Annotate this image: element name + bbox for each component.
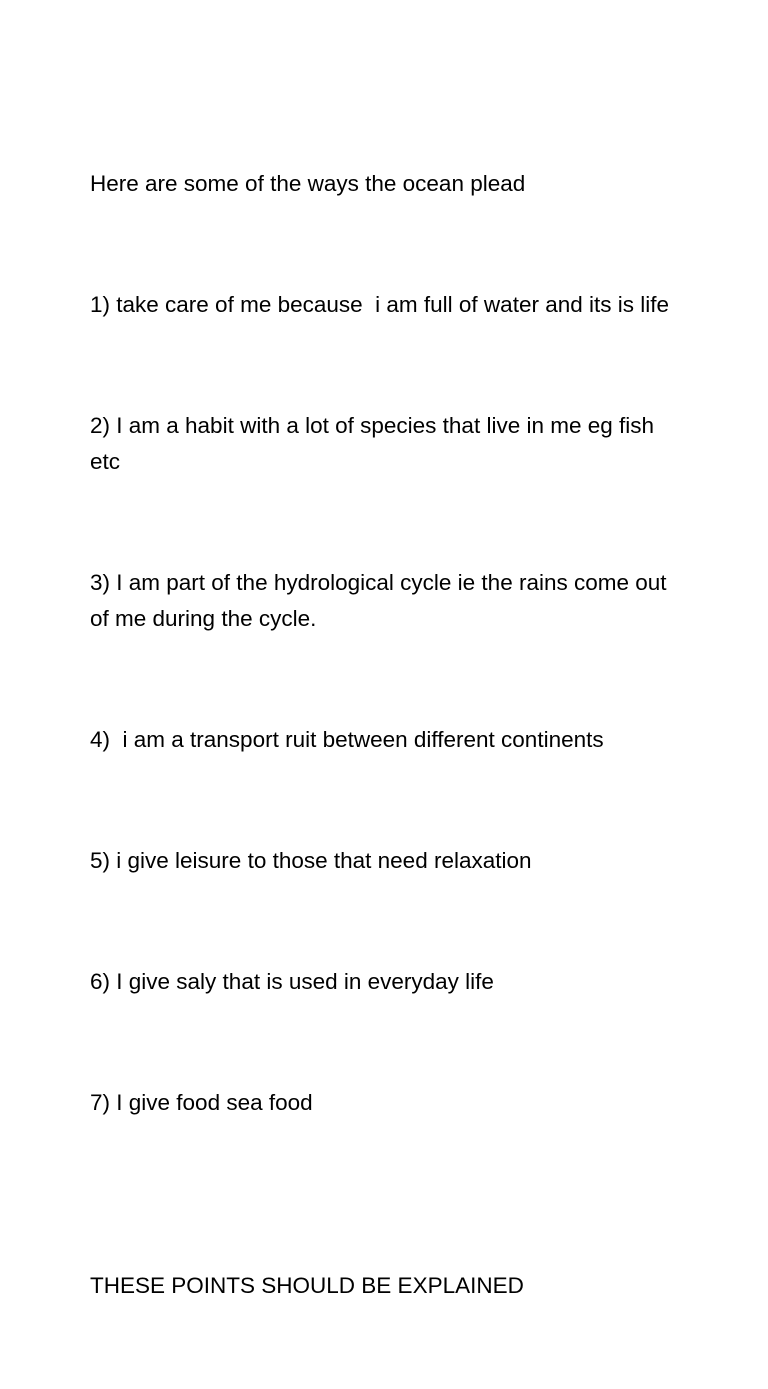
point-1: 1) take care of me because i am full of water and its is life [90, 292, 670, 317]
point-4: 4) i am a transport ruit between different continents [90, 727, 604, 752]
point-6: 6) I give saly that is used in everyday life [90, 969, 494, 994]
document-body [90, 94, 680, 1389]
point-2: 2) I am a habit with a lot of species that live in me eg fish etc [90, 413, 661, 474]
intro-line: Here are some of the ways the ocean plead [90, 171, 526, 196]
point-3: 3) I am part of the hydrological cycle ie the rains come out of me during the cycle. [90, 570, 673, 631]
closing-line: THESE POINTS SHOULD BE EXPLAINED [90, 1273, 524, 1298]
point-5: 5) i give leisure to those that need relaxation [90, 848, 532, 873]
point-7: 7) I give food sea food [90, 1090, 313, 1115]
